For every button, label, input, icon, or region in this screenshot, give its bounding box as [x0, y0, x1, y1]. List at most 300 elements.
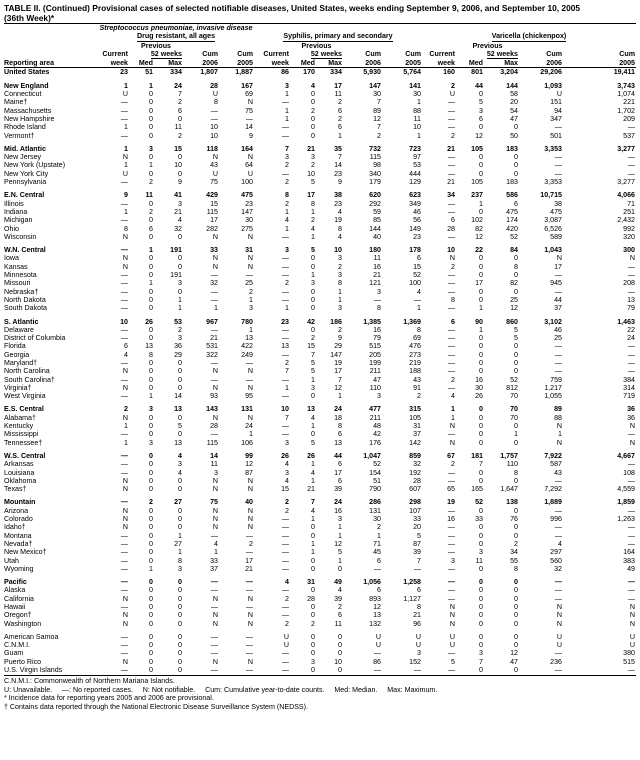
value-cell: 2 — [311, 334, 315, 343]
value-cell: 275 — [241, 224, 253, 233]
value-cell: 6 — [451, 216, 455, 225]
value-cell: 12 — [334, 539, 342, 548]
value-cell: 87 — [245, 468, 253, 477]
value-cell: 7 — [285, 413, 289, 422]
value-cell: 0 — [149, 232, 153, 241]
value-cell: 13 — [174, 405, 182, 414]
weeks52-header: 52 weeks — [486, 49, 518, 58]
reporting-area-cell: Connecticut — [4, 90, 42, 99]
value-cell: 0 — [149, 334, 153, 343]
value-cell: N — [247, 367, 253, 376]
value-cell: — — [245, 649, 253, 658]
value-cell: 0 — [514, 619, 518, 628]
value-cell: 178 — [409, 246, 421, 255]
value-cell: — — [447, 649, 455, 658]
value-cell: N — [556, 438, 562, 447]
value-cell: 149 — [409, 224, 421, 233]
value-cell: — — [120, 304, 128, 313]
value-cell: 52 — [510, 232, 518, 241]
value-cell: — — [210, 586, 218, 595]
value-cell: 0 — [514, 254, 518, 263]
value-cell: 6 — [178, 106, 182, 115]
value-cell: — — [447, 468, 455, 477]
value-cell: 0 — [479, 207, 483, 216]
value-cell: — — [120, 334, 128, 343]
value-cell: 143 — [206, 405, 218, 414]
value-cell: 3 — [285, 246, 289, 255]
reporting-area-cell: S. Atlantic — [4, 317, 39, 326]
reporting-area-cell: New Jersey — [4, 153, 42, 162]
value-cell: 5 — [514, 325, 518, 334]
table-row — [4, 666, 636, 674]
year-2006-header: 2006 — [365, 59, 381, 68]
value-cell: — — [210, 603, 218, 611]
value-cell: 298 — [409, 498, 421, 507]
value-cell: 100 — [409, 279, 421, 288]
value-cell: — — [120, 531, 128, 540]
value-cell: 36 — [627, 413, 635, 422]
value-cell: N — [122, 523, 128, 532]
value-cell: 32 — [413, 460, 421, 469]
value-cell: 0 — [311, 90, 315, 99]
table-row — [4, 98, 636, 106]
value-cell: — — [281, 523, 289, 532]
value-cell: 967 — [206, 317, 218, 326]
value-cell: 6 — [124, 342, 128, 351]
table-row — [4, 548, 636, 556]
value-cell: 790 — [369, 485, 381, 494]
value-cell: 0 — [479, 334, 483, 343]
reporting-area-cell: Montana — [4, 531, 32, 540]
value-cell: — — [210, 578, 218, 587]
value-cell: 21 — [307, 485, 315, 494]
value-cell: 95 — [245, 392, 253, 401]
value-cell: 52 — [475, 498, 483, 507]
value-cell: 0 — [514, 666, 518, 675]
value-cell: — — [120, 392, 128, 401]
value-cell: 1 — [285, 304, 289, 313]
value-cell: 23 — [334, 199, 342, 208]
reporting-area-cell: Louisiana — [4, 468, 35, 477]
value-cell: 0 — [311, 123, 315, 132]
value-cell: 1 — [249, 295, 253, 304]
table-row — [4, 208, 636, 216]
table-row — [4, 334, 636, 342]
value-cell: N — [247, 611, 253, 620]
value-cell: — — [210, 632, 218, 641]
value-cell: 0 — [514, 578, 518, 587]
value-cell: — — [447, 106, 455, 115]
value-cell: 501 — [550, 131, 562, 140]
value-cell: 945 — [550, 279, 562, 288]
value-cell: 0 — [149, 603, 153, 611]
value-cell: 334 — [330, 68, 342, 77]
value-cell: 0 — [149, 611, 153, 620]
value-cell: U — [556, 641, 562, 650]
reporting-area-cell: Pennsylvania — [4, 178, 47, 187]
value-cell: 30 — [413, 90, 421, 99]
value-cell: 0 — [149, 485, 153, 494]
value-cell: N — [212, 367, 218, 376]
value-cell: — — [447, 271, 455, 280]
reporting-area-cell: New York City — [4, 169, 49, 178]
value-cell: — — [210, 295, 218, 304]
value-cell: 2 — [249, 287, 253, 296]
value-cell: 2 — [285, 498, 289, 507]
value-cell: 22 — [475, 246, 483, 255]
value-cell: 43 — [413, 375, 421, 384]
table-row — [4, 216, 636, 224]
value-cell: 0 — [178, 666, 182, 675]
value-cell: 3 — [338, 271, 342, 280]
value-cell: 0 — [178, 586, 182, 595]
value-cell: N — [449, 603, 455, 611]
value-cell: N — [449, 254, 455, 263]
value-cell: 5 — [178, 422, 182, 431]
value-cell: 1,889 — [544, 498, 562, 507]
value-cell: 110 — [369, 383, 381, 392]
year-2005-header: 2005 — [405, 59, 421, 68]
value-cell: 1 — [285, 114, 289, 123]
group-header-strep-line1: Streptococcus pneumoniae, invasive disease — [99, 24, 253, 32]
value-cell: 11 — [145, 191, 153, 200]
value-cell: 0 — [514, 342, 518, 351]
value-cell: 28 — [447, 224, 455, 233]
value-cell: 0 — [479, 632, 483, 641]
value-cell: 4 — [178, 216, 182, 225]
value-cell: 7 — [338, 153, 342, 162]
table-row — [4, 178, 636, 186]
value-cell: 33 — [413, 515, 421, 524]
value-cell: 219 — [409, 358, 421, 367]
value-cell: — — [447, 98, 455, 107]
table-row — [4, 477, 636, 485]
value-cell: U — [375, 641, 381, 650]
value-cell: 209 — [623, 114, 635, 123]
value-cell: 475 — [506, 207, 518, 216]
value-cell: 88 — [413, 106, 421, 115]
region-row — [4, 191, 636, 199]
value-cell: 49 — [627, 564, 635, 573]
value-cell: — — [447, 169, 455, 178]
max-header: Max — [504, 59, 518, 68]
value-cell: U — [449, 632, 455, 641]
value-cell: — — [554, 169, 562, 178]
value-cell: 0 — [311, 254, 315, 263]
value-cell: 19 — [334, 216, 342, 225]
value-cell: N — [449, 438, 455, 447]
value-cell: 0 — [479, 506, 483, 515]
value-cell: 0 — [514, 153, 518, 162]
value-cell: 208 — [623, 279, 635, 288]
value-cell: — — [281, 515, 289, 524]
value-cell: 0 — [149, 649, 153, 658]
value-cell: 154 — [369, 468, 381, 477]
value-cell: 0 — [479, 342, 483, 351]
value-cell: 12 — [373, 114, 381, 123]
value-cell: N — [122, 611, 128, 620]
region-row — [4, 578, 636, 586]
value-cell: 17 — [210, 216, 218, 225]
value-cell: 35 — [334, 144, 342, 153]
value-cell: 422 — [241, 342, 253, 351]
value-cell: — — [120, 279, 128, 288]
value-cell: 7,292 — [544, 485, 562, 494]
value-cell: 1 — [417, 131, 421, 140]
value-cell: 8 — [149, 350, 153, 359]
value-cell: 85 — [373, 216, 381, 225]
value-cell: N — [449, 611, 455, 620]
value-cell: 1,127 — [403, 594, 421, 603]
value-cell: 1 — [479, 325, 483, 334]
reporting-area-cell: Mountain — [4, 498, 36, 507]
med-header: Med — [138, 59, 153, 68]
value-cell: — — [281, 98, 289, 107]
value-cell: 13 — [373, 611, 381, 620]
footnote-nedss: † Contains data reported through the National Electronic Disease Surveillance System (NEDSS). — [4, 702, 308, 711]
value-cell: 7 — [338, 375, 342, 384]
value-cell: 199 — [369, 358, 381, 367]
value-cell: — — [627, 169, 635, 178]
value-cell: — — [554, 531, 562, 540]
value-cell: — — [447, 123, 455, 132]
value-cell: 0 — [479, 564, 483, 573]
value-cell: 0 — [178, 153, 182, 162]
value-cell: 0 — [338, 564, 342, 573]
value-cell: 0 — [514, 641, 518, 650]
value-cell: 0 — [479, 641, 483, 650]
reporting-area-cell: Indiana — [4, 207, 28, 216]
value-cell: 1,647 — [500, 485, 518, 494]
value-cell: 3,277 — [617, 144, 635, 153]
reporting-area-cell: Alaska — [4, 586, 26, 595]
value-cell: 160 — [443, 68, 455, 77]
value-cell: 75 — [245, 106, 253, 115]
value-cell: 28 — [307, 594, 315, 603]
value-cell: N — [247, 523, 253, 532]
region-row — [4, 82, 636, 90]
value-cell: 0 — [178, 515, 182, 524]
value-cell: 39 — [334, 594, 342, 603]
value-cell: 2 — [338, 114, 342, 123]
value-cell: — — [120, 451, 128, 460]
value-cell: 13 — [174, 438, 182, 447]
value-cell: — — [447, 430, 455, 439]
value-cell: 7 — [311, 498, 315, 507]
value-cell: 23 — [281, 317, 289, 326]
value-cell: 3 — [479, 548, 483, 557]
value-cell: 12 — [475, 232, 483, 241]
value-cell: 8 — [285, 191, 289, 200]
value-cell: 7 — [311, 350, 315, 359]
value-cell: 25 — [245, 279, 253, 288]
value-cell: 0 — [479, 539, 483, 548]
value-cell: 164 — [623, 548, 635, 557]
value-cell: 589 — [550, 232, 562, 241]
value-cell: 1 — [149, 392, 153, 401]
value-cell: 1 — [249, 430, 253, 439]
table-row — [4, 132, 636, 140]
value-cell: 0 — [514, 367, 518, 376]
value-cell: — — [281, 548, 289, 557]
value-cell: 10,715 — [540, 191, 562, 200]
value-cell: 996 — [550, 515, 562, 524]
value-cell: 82 — [510, 279, 518, 288]
value-cell: 2 — [285, 619, 289, 628]
value-cell: 47 — [373, 375, 381, 384]
value-cell: 17 — [307, 191, 315, 200]
value-cell: 43 — [554, 468, 562, 477]
value-cell: — — [281, 422, 289, 431]
value-cell: 70 — [510, 413, 518, 422]
value-cell: 221 — [623, 98, 635, 107]
value-cell: 13 — [281, 342, 289, 351]
value-cell: 46 — [554, 325, 562, 334]
value-cell: 5 — [338, 548, 342, 557]
reporting-area-cell: Washington — [4, 619, 42, 628]
value-cell: N — [122, 657, 128, 666]
value-cell: — — [447, 114, 455, 123]
value-cell: 1 — [178, 304, 182, 313]
value-cell: 0 — [514, 523, 518, 532]
value-cell: 11 — [210, 460, 218, 469]
reporting-area-cell: Vermont† — [4, 131, 35, 140]
value-cell: 0 — [311, 523, 315, 532]
value-cell: 3 — [178, 334, 182, 343]
value-cell: 2 — [178, 131, 182, 140]
value-cell: 23 — [120, 68, 128, 77]
value-cell: 30 — [245, 216, 253, 225]
value-cell: — — [447, 232, 455, 241]
value-cell: 34 — [447, 191, 455, 200]
value-cell: 4 — [338, 232, 342, 241]
year-2006-header: 2006 — [546, 59, 562, 68]
value-cell: 36 — [627, 405, 635, 414]
reporting-area-cell: American Samoa — [4, 632, 59, 641]
year-2005-header: 2005 — [237, 59, 253, 68]
value-cell: N — [122, 476, 128, 485]
value-cell: — — [554, 506, 562, 515]
value-cell: 349 — [409, 199, 421, 208]
value-cell: 0 — [479, 619, 483, 628]
value-cell: 1 — [178, 531, 182, 540]
value-cell: 131 — [241, 405, 253, 414]
value-cell: 1,263 — [617, 515, 635, 524]
reporting-area-cell: Oregon† — [4, 611, 32, 620]
value-cell: 17 — [245, 556, 253, 565]
value-cell: N — [212, 619, 218, 628]
value-cell: 183 — [506, 178, 518, 187]
value-cell: 211 — [369, 367, 381, 376]
value-cell: 107 — [409, 506, 421, 515]
value-cell: 0 — [311, 295, 315, 304]
value-cell: 10 — [334, 657, 342, 666]
value-cell: 2 — [285, 594, 289, 603]
value-cell: 1 — [311, 422, 315, 431]
value-cell: 7,922 — [544, 451, 562, 460]
value-cell: 71 — [627, 199, 635, 208]
value-cell: — — [281, 123, 289, 132]
value-cell: 0 — [149, 413, 153, 422]
value-cell: 75 — [210, 498, 218, 507]
value-cell: 0 — [311, 262, 315, 271]
value-cell: 33 — [210, 556, 218, 565]
value-cell: — — [373, 295, 381, 304]
value-cell: 131 — [369, 506, 381, 515]
value-cell: 7 — [479, 460, 483, 469]
value-cell: 0 — [149, 367, 153, 376]
value-cell: — — [447, 548, 455, 557]
value-cell: N — [212, 506, 218, 515]
value-cell: 7 — [285, 367, 289, 376]
value-cell: 21 — [245, 564, 253, 573]
reporting-area-cell: North Carolina — [4, 367, 50, 376]
reporting-area-cell: Texas† — [4, 485, 27, 494]
value-cell: 36 — [174, 342, 182, 351]
value-cell: — — [120, 114, 128, 123]
value-cell: N — [122, 383, 128, 392]
year-2005-header: 2005 — [619, 59, 635, 68]
value-cell: 96 — [413, 619, 421, 628]
value-cell: 115 — [206, 438, 218, 447]
value-cell: N — [212, 515, 218, 524]
value-cell: — — [245, 531, 253, 540]
value-cell: — — [281, 287, 289, 296]
value-cell: N — [212, 523, 218, 532]
table-row — [4, 342, 636, 350]
value-cell: — — [120, 578, 128, 587]
reporting-area-cell: United States — [4, 68, 50, 77]
value-cell: 5 — [311, 438, 315, 447]
value-cell: 6 — [377, 556, 381, 565]
value-cell: 86 — [373, 657, 381, 666]
value-cell: — — [120, 295, 128, 304]
value-cell: — — [627, 506, 635, 515]
value-cell: 0 — [149, 131, 153, 140]
value-cell: 2 — [285, 178, 289, 187]
cum-header: Cum — [202, 50, 218, 59]
value-cell: — — [120, 246, 128, 255]
value-cell: 8 — [514, 262, 518, 271]
value-cell: N — [247, 254, 253, 263]
reporting-area-cell: Alabama† — [4, 413, 36, 422]
value-cell: — — [281, 169, 289, 178]
value-cell: 15 — [307, 342, 315, 351]
value-cell: 0 — [149, 657, 153, 666]
value-cell: 29,206 — [540, 68, 562, 77]
value-cell: 42 — [373, 430, 381, 439]
value-cell: — — [627, 586, 635, 595]
value-cell: 179 — [369, 178, 381, 187]
value-cell: 0 — [149, 169, 153, 178]
reporting-area-cell: South Carolina† — [4, 375, 55, 384]
reporting-area-cell: Georgia — [4, 350, 30, 359]
value-cell: — — [281, 131, 289, 140]
table-row — [4, 115, 636, 123]
value-cell: — — [210, 271, 218, 280]
group-header-varicella: Varicella (chickenpox) — [491, 32, 567, 41]
value-cell: 531 — [206, 342, 218, 351]
value-cell: 30 — [373, 90, 381, 99]
value-cell: 98 — [373, 161, 381, 170]
value-cell: 2 — [417, 392, 421, 401]
value-cell: 39 — [334, 485, 342, 494]
table-row — [4, 557, 636, 565]
value-cell: 170 — [303, 68, 315, 77]
value-cell: 13 — [334, 438, 342, 447]
value-cell: — — [281, 531, 289, 540]
value-cell: 0 — [479, 358, 483, 367]
